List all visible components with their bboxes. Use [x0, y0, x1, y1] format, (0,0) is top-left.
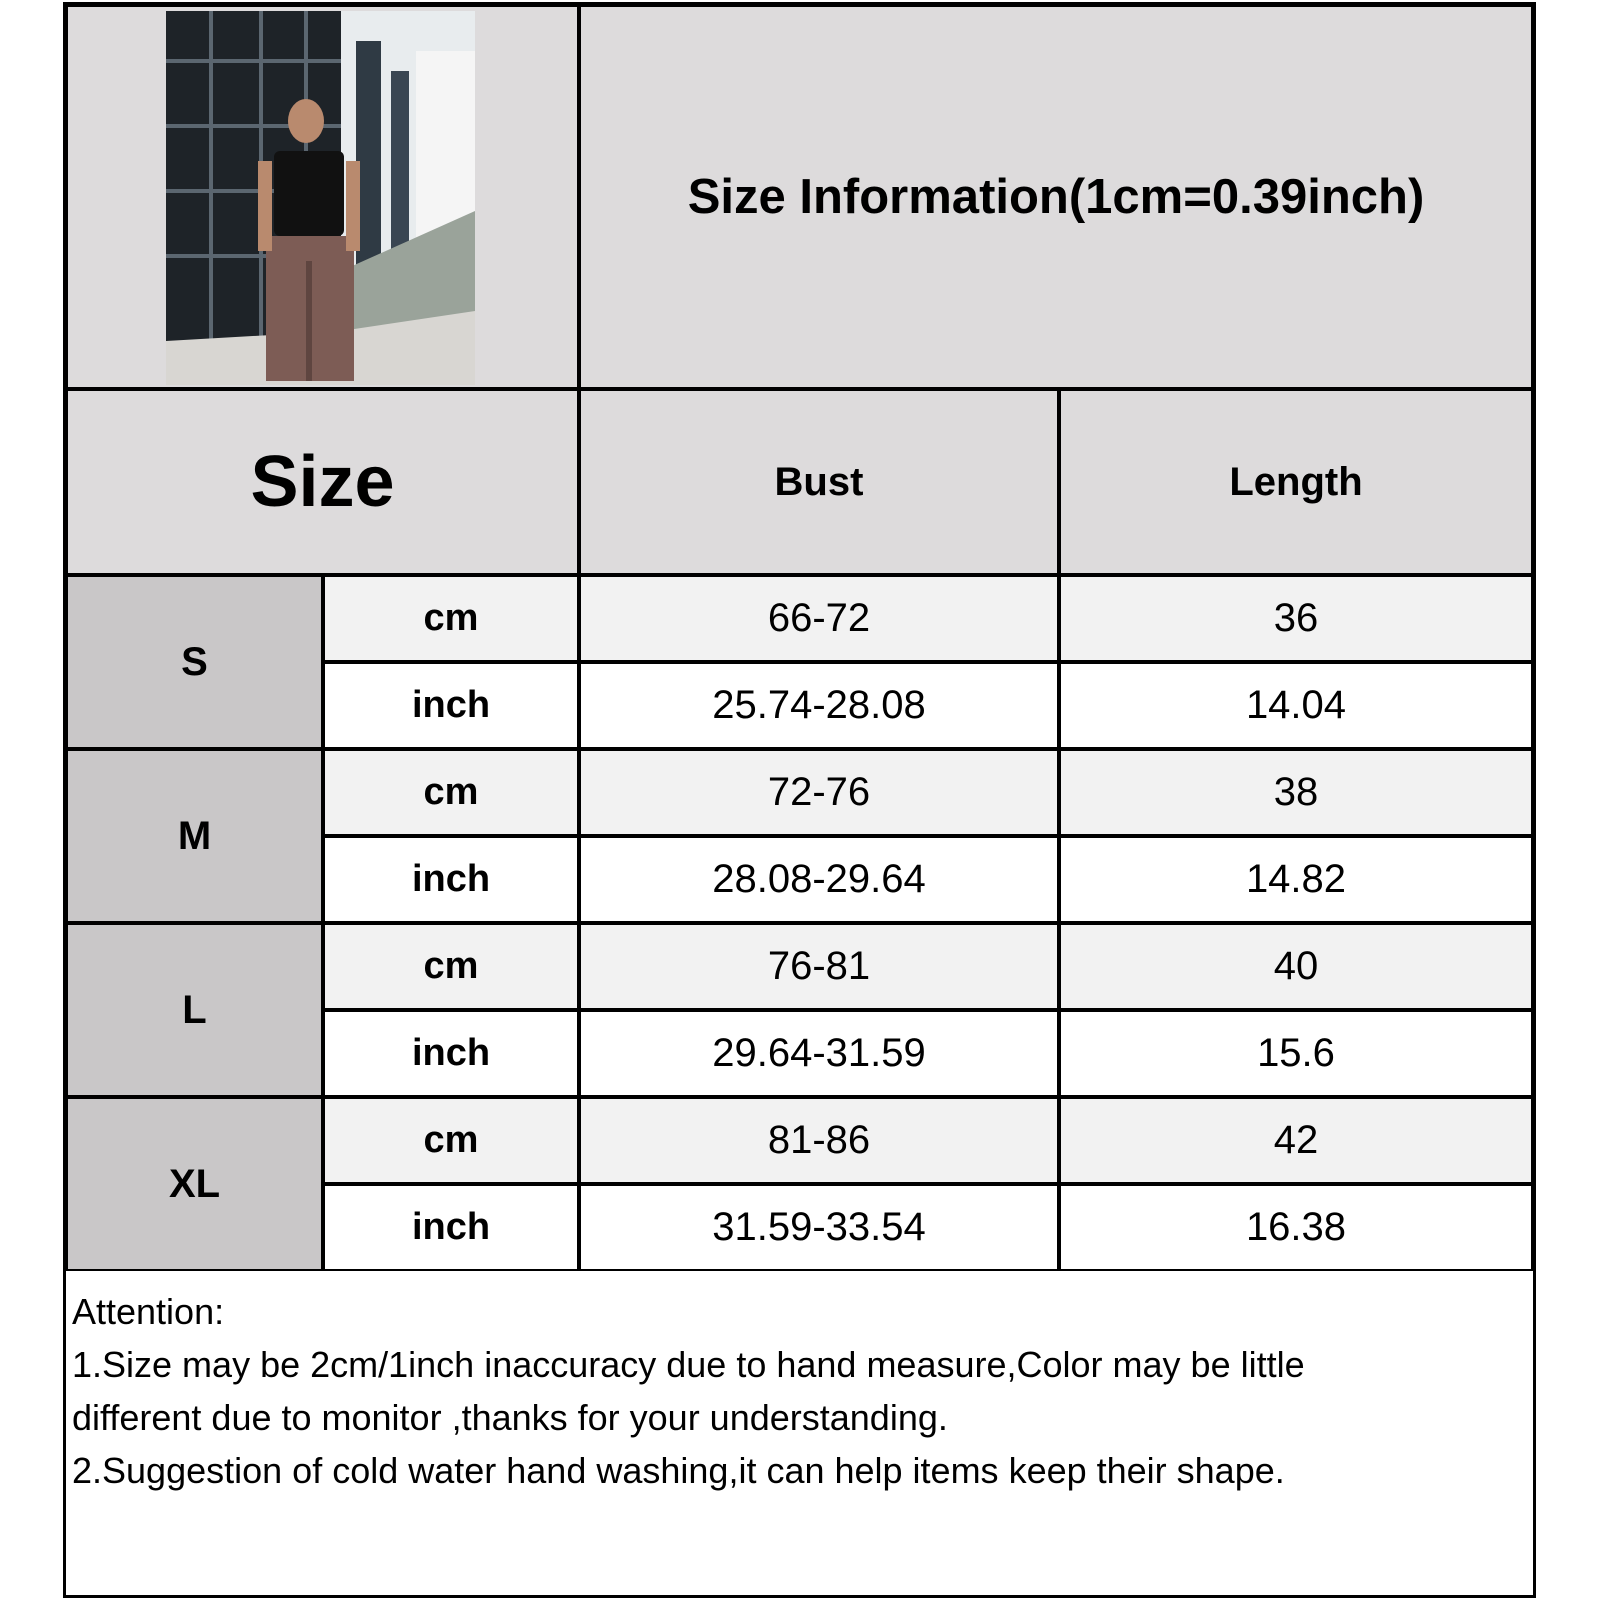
unit-label: inch — [411, 684, 491, 726]
attention-line-2: different due to monitor ,thanks for your understanding. — [72, 1397, 948, 1438]
size-label-cell — [66, 1097, 323, 1271]
unit-label-cell — [323, 575, 579, 662]
header-length — [1059, 389, 1533, 575]
unit-label-cell — [323, 749, 579, 836]
attention-line-3: 2.Suggestion of cold water hand washing,it can help items keep their shape. — [72, 1450, 1285, 1491]
header-bust-label: Bust — [774, 459, 864, 504]
length-value: 38 — [1273, 770, 1319, 814]
bust-value-cell — [579, 662, 1059, 749]
unit-label: cm — [423, 597, 479, 639]
size-label-cell — [66, 749, 323, 923]
length-value-cell — [1059, 923, 1533, 1010]
length-value: 40 — [1273, 944, 1319, 988]
bust-value: 72-76 — [767, 770, 871, 814]
unit-label-cell — [323, 1010, 579, 1097]
bust-value-cell — [579, 923, 1059, 1010]
size-chart — [63, 2, 1536, 1598]
length-value-cell — [1059, 836, 1533, 923]
bust-value: 81-86 — [767, 1118, 871, 1162]
bust-value: 28.08-29.64 — [712, 857, 926, 901]
bust-value-cell — [579, 836, 1059, 923]
size-label: M — [177, 813, 212, 858]
length-value: 15.6 — [1257, 1031, 1335, 1075]
header-size-label: Size — [250, 442, 395, 522]
bust-value: 76-81 — [767, 944, 871, 988]
product-photo-cell — [66, 5, 579, 389]
size-label: XL — [168, 1161, 221, 1206]
header-bust — [579, 389, 1059, 575]
unit-label-cell — [323, 836, 579, 923]
unit-label-cell — [323, 1097, 579, 1184]
bust-value: 25.74-28.08 — [712, 683, 926, 727]
unit-label-cell — [323, 1184, 579, 1271]
length-value-cell — [1059, 662, 1533, 749]
unit-label: cm — [423, 771, 479, 813]
attention-line-1: 1.Size may be 2cm/1inch inaccuracy due to hand measure,Color may be little — [72, 1344, 1305, 1385]
length-value-cell — [1059, 1184, 1533, 1271]
size-label: S — [181, 639, 208, 684]
unit-label: inch — [411, 1206, 491, 1248]
bust-value-cell — [579, 1097, 1059, 1184]
length-value: 14.82 — [1245, 857, 1347, 901]
length-value: 16.38 — [1245, 1205, 1347, 1249]
header-size — [66, 389, 579, 575]
bust-value-cell — [579, 1184, 1059, 1271]
size-label: L — [182, 987, 207, 1032]
bust-value: 66-72 — [767, 596, 871, 640]
length-value-cell — [1059, 749, 1533, 836]
unit-label: cm — [423, 945, 479, 987]
bust-value: 29.64-31.59 — [712, 1031, 926, 1075]
title-cell — [579, 5, 1533, 389]
unit-label: inch — [411, 858, 491, 900]
unit-label: inch — [411, 1032, 491, 1074]
size-label-cell — [66, 575, 323, 749]
unit-label: cm — [423, 1119, 479, 1161]
bust-value-cell — [579, 575, 1059, 662]
length-value-cell — [1059, 1010, 1533, 1097]
chart-title: Size Information(1cm=0.39inch) — [687, 170, 1425, 224]
unit-label-cell — [323, 923, 579, 1010]
attention-heading: Attention: — [72, 1291, 225, 1332]
bust-value-cell — [579, 749, 1059, 836]
product-photo — [166, 11, 475, 385]
length-value: 14.04 — [1245, 683, 1347, 727]
length-value-cell — [1059, 575, 1533, 662]
length-value-cell — [1059, 1097, 1533, 1184]
length-value: 36 — [1273, 596, 1319, 640]
attention-notes — [72, 1285, 1532, 1497]
header-length-label: Length — [1229, 459, 1363, 504]
bust-value-cell — [579, 1010, 1059, 1097]
length-value: 42 — [1273, 1118, 1319, 1162]
unit-label-cell — [323, 662, 579, 749]
size-label-cell — [66, 923, 323, 1097]
bust-value: 31.59-33.54 — [712, 1205, 926, 1249]
